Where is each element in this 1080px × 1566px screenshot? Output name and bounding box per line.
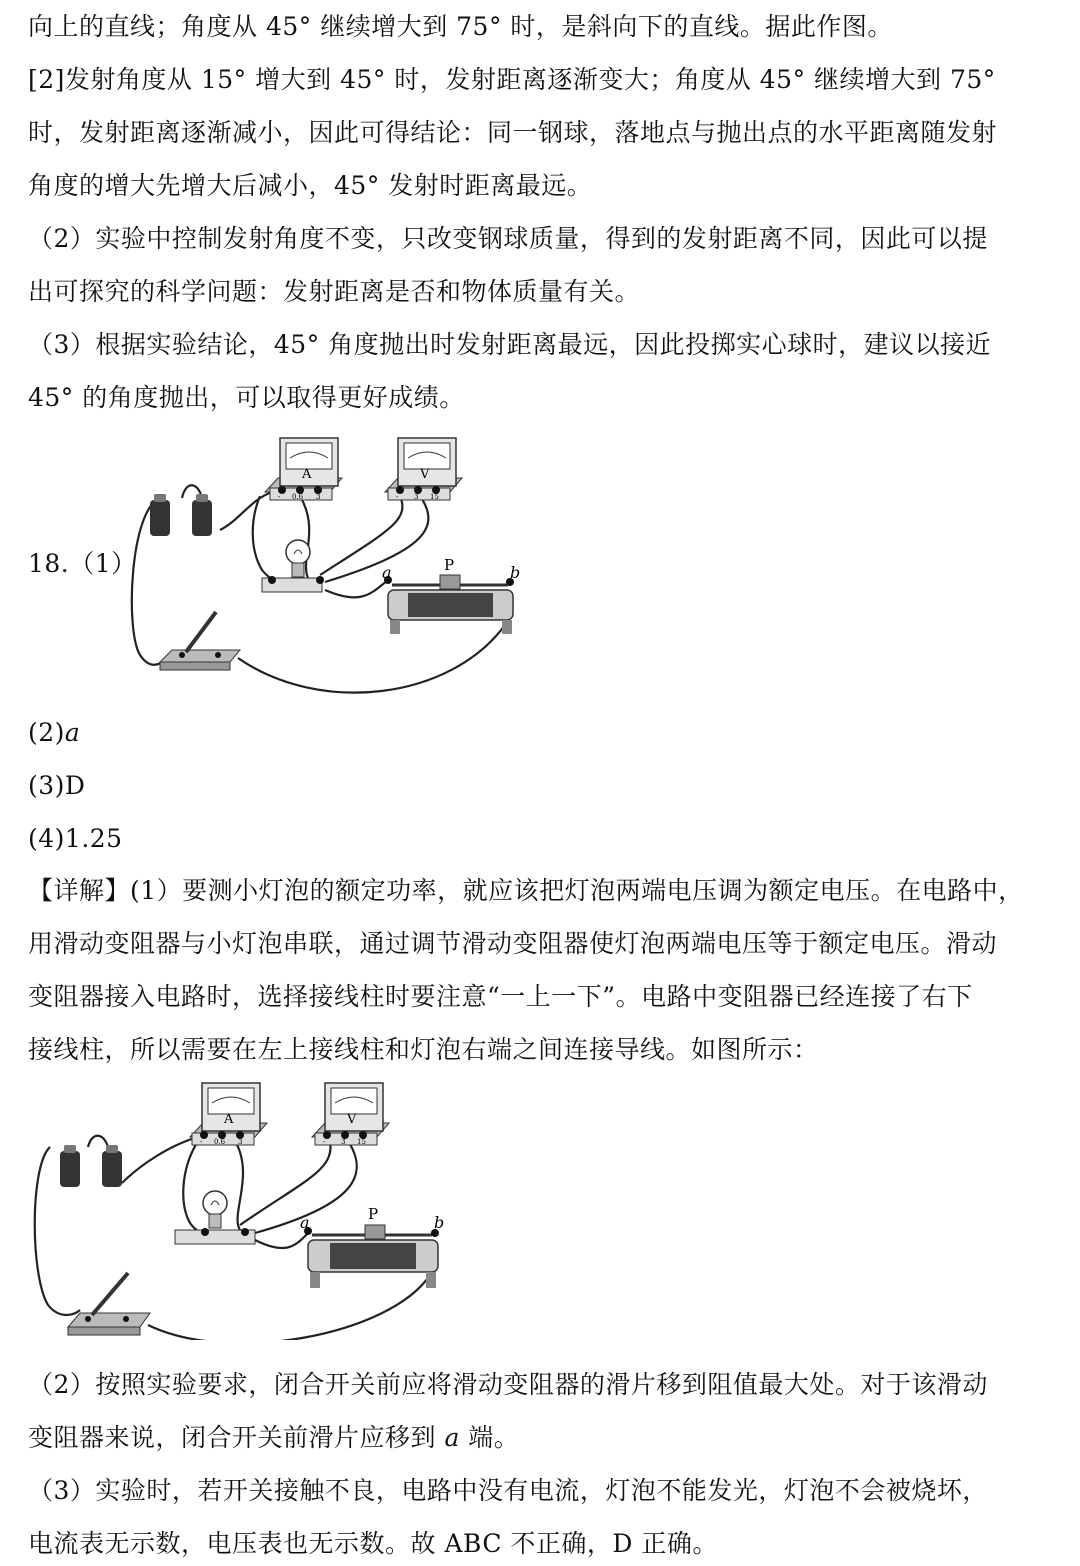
terminal-a-label: a [300, 1213, 310, 1232]
text-line: 电流表无示数，电压表也无示数。故 ABC 不正确，D 正确。 [28, 1529, 718, 1558]
terminal-b-label: b [510, 563, 521, 582]
ammeter-letter: A [302, 467, 312, 482]
answer-2-value: a [64, 718, 81, 747]
bulb [262, 540, 324, 592]
rheostat [384, 575, 514, 634]
circuit-figure-2 [30, 1075, 450, 1340]
battery-cells [150, 494, 212, 536]
ammeter-letter: A [224, 1112, 234, 1127]
ammeter-tick-label: 0.6 [292, 493, 304, 501]
text-line: 角度的增大先增大后减小，45° 发射时距离最远。 [28, 171, 593, 200]
text-span: 端。 [459, 1423, 520, 1452]
terminal-a-label: a [382, 563, 392, 582]
text-line: 出可探究的科学问题：发射距离是否和物体质量有关。 [28, 277, 641, 306]
voltmeter-letter: V [420, 467, 430, 482]
text-line: 45° 的角度抛出，可以取得更好成绩。 [28, 383, 465, 412]
circuit-diagram [30, 1075, 450, 1340]
voltmeter-tick-label: 3 [414, 493, 419, 501]
battery-cells [60, 1145, 122, 1187]
ammeter-tick-label: 0.6 [214, 1138, 226, 1146]
question-number: 18.（1） [28, 549, 137, 578]
text-line: （3）根据实验结论，45° 角度抛出时发射距离最远，因此投掷实心球时，建议以接近 [28, 330, 992, 359]
text-line: 变阻器接入电路时，选择接线柱时要注意“一上一下”。电路中变阻器已经连接了右下 [28, 982, 973, 1011]
text-line: 用滑动变阻器与小灯泡串联，通过调节滑动变阻器使灯泡两端电压等于额定电压。滑动 [28, 929, 998, 958]
text-line: 接线柱，所以需要在左上接线柱和灯泡右端之间连接导线。如图所示： [28, 1035, 819, 1064]
ammeter-tick-label: 3 [238, 1138, 243, 1146]
circuit-figure-1 [120, 430, 530, 705]
ammeter-tick-label: 3 [316, 493, 321, 501]
text-line: （2）实验中控制发射角度不变，只改变钢球质量，得到的发射距离不同，因此可以提 [28, 224, 988, 253]
rheostat [304, 1225, 439, 1288]
text-line: 向上的直线；角度从 45° 继续增大到 75° 时，是斜向下的直线。据此作图。 [28, 12, 893, 41]
answer-3: (3)D [28, 771, 86, 800]
text-line: [2]发射角度从 15° 增大到 45° 时，发射距离逐渐变大；角度从 45° 继续增大到 75° [28, 65, 996, 94]
switch [68, 1273, 150, 1335]
text-span: 变阻器来说，闭合开关前滑片应移到 [28, 1423, 445, 1452]
text-line [28, 1423, 519, 1453]
answer-2 [28, 718, 80, 748]
switch [160, 612, 240, 670]
voltmeter-tick-label: - [396, 493, 399, 501]
ammeter-tick-label: - [278, 493, 281, 501]
text-line: 【详解】(1）要测小灯泡的额定功率，就应该把灯泡两端电压调为额定电压。在电路中， [28, 876, 1024, 905]
variable-a: a [444, 1423, 460, 1452]
answer-2-prefix: (2) [28, 718, 65, 747]
slider-label: P [368, 1205, 379, 1223]
voltmeter-tick-label: 15 [357, 1138, 366, 1146]
ammeter-tick-label: - [200, 1138, 203, 1146]
voltmeter-letter: V [347, 1112, 357, 1127]
circuit-diagram [120, 430, 530, 705]
voltmeter-tick-label: 3 [341, 1138, 346, 1146]
voltmeter-tick-label: 15 [430, 493, 439, 501]
slider-label: P [444, 556, 455, 574]
text-line: 时，发射距离逐渐减小，因此可得结论：同一钢球，落地点与抛出点的水平距离随发射 [28, 118, 998, 147]
text-line: （2）按照实验要求，闭合开关前应将滑动变阻器的滑片移到阻值最大处。对于该滑动 [28, 1370, 988, 1399]
voltmeter-tick-label: - [323, 1138, 326, 1146]
text-line: （3）实验时，若开关接触不良，电路中没有电流，灯泡不能发光，灯泡不会被烧坏， [28, 1476, 988, 1505]
answer-4: (4)1.25 [28, 824, 123, 853]
terminal-b-label: b [434, 1213, 445, 1232]
